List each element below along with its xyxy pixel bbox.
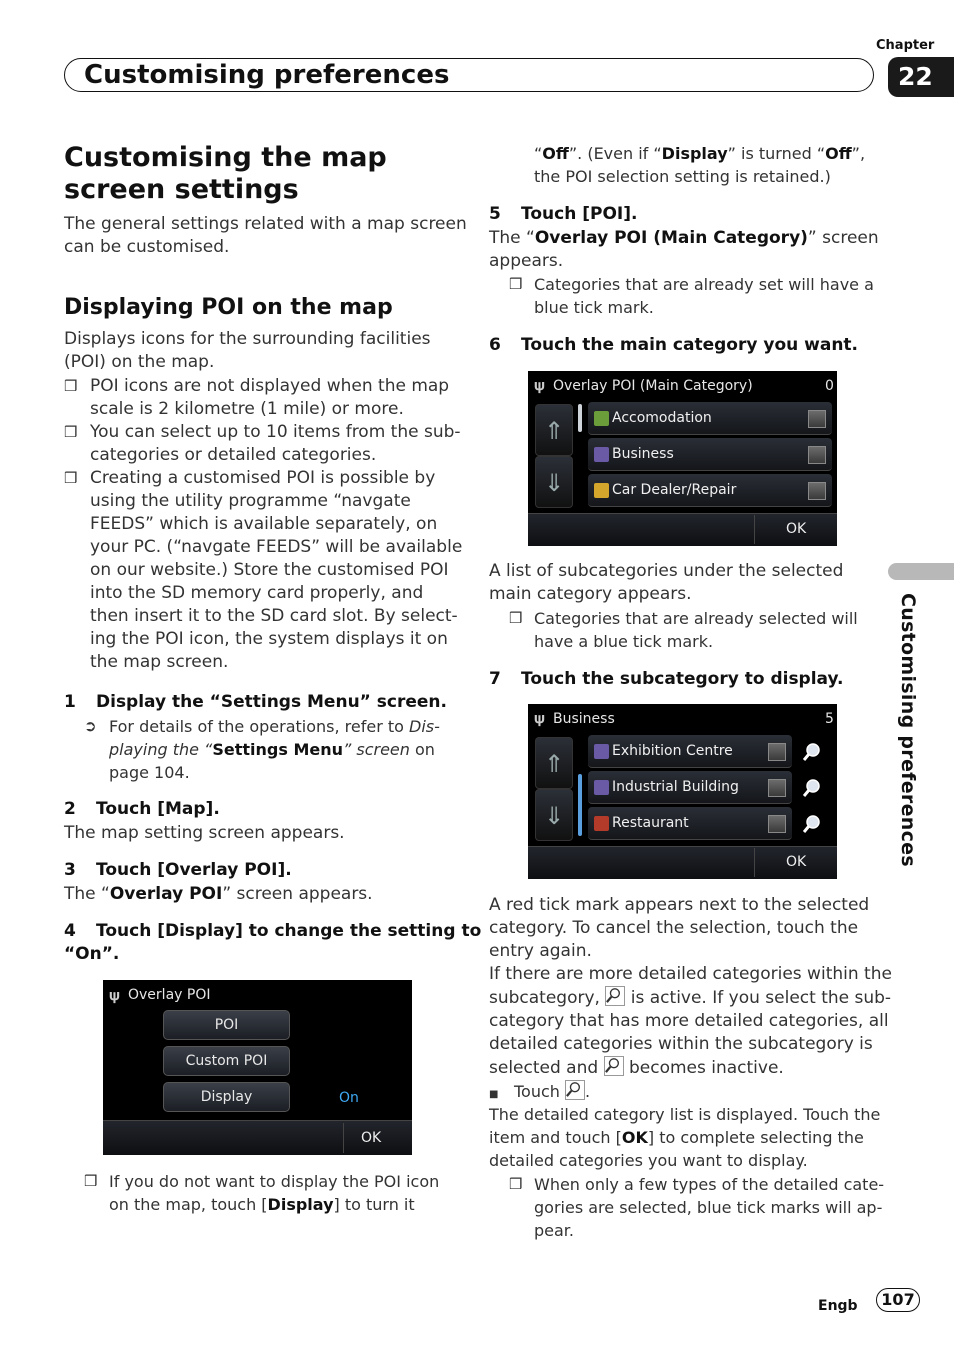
- category-checkbox[interactable]: [808, 410, 826, 428]
- business-icon: [594, 744, 609, 759]
- step-6-note: ❒ Categories that are already selected will have a blue tick mark.: [509, 609, 858, 651]
- fork-knife-icon: 𝛙: [109, 986, 120, 1004]
- ok-button[interactable]: OK: [361, 1130, 382, 1146]
- scrollbar[interactable]: [578, 404, 582, 432]
- side-tab-label: Customising preferences: [897, 593, 919, 867]
- step-4: 4 Touch [Display] to change the setting to “On”.: [64, 921, 482, 964]
- step-5-note: ❒ Categories that are already set will have a blue tick mark.: [509, 275, 874, 317]
- page-title: Customising the map screen settings: [64, 142, 387, 205]
- note-item: ❒ POI icons are not displayed when the map scale is 2 kilometre (1 mile) or more.: [64, 376, 450, 419]
- category-label: Car Dealer/Repair: [612, 482, 737, 498]
- accommodation-icon: [594, 411, 609, 426]
- touch-instruction: ■ Touch .: [489, 1080, 590, 1106]
- checkbox-bullet-icon: ❒: [509, 609, 523, 627]
- ok-button[interactable]: OK: [786, 521, 807, 537]
- category-label: Business: [612, 446, 674, 462]
- detail-search-icon[interactable]: [803, 815, 821, 833]
- restaurant-icon: [594, 816, 609, 831]
- side-tab-marker: [888, 563, 954, 580]
- arrow-bullet-icon: ➲: [84, 717, 97, 735]
- step-2: 2 Touch [Map].: [64, 799, 220, 819]
- detail-categories-text: If there are more detailed categories within the subcategory, is active. If you select the sub- category that has more detailed categories, all detailed categories within the subcategory is selected and becomes inactive.: [489, 964, 892, 1078]
- ok-divider: [343, 1123, 344, 1153]
- category-label: Accomodation: [612, 410, 712, 426]
- chapter-number: 22: [888, 57, 954, 97]
- scrollbar[interactable]: [578, 774, 582, 836]
- detail-list-text: The detailed category list is displayed. Touch the item and touch [OK] to complete selecting the detailed categories you want to display.: [489, 1105, 881, 1170]
- category-checkbox[interactable]: [808, 482, 826, 500]
- square-bullet-icon: ■: [489, 1089, 499, 1100]
- subsection-title: Displaying POI on the map: [64, 295, 393, 320]
- subcategory-label: Industrial Building: [612, 779, 739, 795]
- scroll-down-icon[interactable]: ⇓: [535, 789, 573, 841]
- step-7-result: A red tick mark appears next to the selected category. To cancel the selection, touch the entry again.: [489, 895, 870, 961]
- step-6-result: A list of subcategories under the selected main category appears.: [489, 561, 844, 604]
- subcategory-screenshot: [528, 704, 837, 879]
- business-icon: [594, 447, 609, 462]
- step-2-text: The map setting screen appears.: [64, 823, 345, 843]
- subcategory-label: Restaurant: [612, 815, 689, 831]
- step-1: 1 Display the “Settings Menu” screen.: [64, 692, 447, 712]
- subsection-intro: Displays icons for the surrounding facilities (POI) on the map.: [64, 329, 431, 372]
- subcategory-checkbox[interactable]: [768, 815, 786, 833]
- search-icon: [605, 986, 625, 1006]
- ok-divider: [754, 515, 755, 544]
- overlay-poi-screenshot: [103, 980, 412, 1155]
- display-value: On: [339, 1090, 359, 1106]
- selected-count: 0: [825, 378, 834, 394]
- main-category-screenshot: [528, 371, 837, 546]
- category-row[interactable]: [588, 402, 832, 435]
- detail-search-icon[interactable]: [803, 779, 821, 797]
- step-3: 3 Touch [Overlay POI].: [64, 860, 292, 880]
- note-item: ❒ You can select up to 10 items from the sub- categories or detailed categories.: [64, 422, 461, 465]
- car-dealer-icon: [594, 483, 609, 498]
- subcategory-checkbox[interactable]: [768, 779, 786, 797]
- subcategory-row[interactable]: [588, 735, 792, 768]
- scroll-down-icon[interactable]: ⇓: [535, 456, 573, 508]
- display-note: ❒ If you do not want to display the POI icon on the map, touch [Display] to turn it: [84, 1172, 440, 1214]
- category-checkbox[interactable]: [808, 446, 826, 464]
- detail-search-icon[interactable]: [803, 743, 821, 761]
- step-1-reference: ➲ For details of the operations, refer to Dis- playing the “Settings Menu” screen on page 104.: [84, 717, 440, 782]
- checkbox-bullet-icon: ❒: [84, 1172, 98, 1190]
- screen-title: Overlay POI (Main Category): [553, 378, 753, 394]
- scroll-up-icon[interactable]: ⇑: [535, 737, 573, 789]
- display-note-continued: “Off”. (Even if “Display” is turned “Off”, the POI selection setting is retained.): [534, 144, 866, 186]
- final-note: ❒ When only a few types of the detailed cate- gories are selected, blue tick marks will ap- pear.: [509, 1175, 885, 1240]
- search-icon: [604, 1056, 624, 1076]
- checkbox-bullet-icon: ❒: [64, 423, 78, 441]
- subcategory-row[interactable]: [588, 807, 792, 840]
- checkbox-bullet-icon: ❒: [509, 1175, 523, 1193]
- notes-list: [64, 375, 464, 674]
- step-3-text: The “Overlay POI” screen appears.: [64, 884, 373, 904]
- fork-knife-icon: 𝛙: [534, 709, 545, 727]
- screen-title: Business: [553, 711, 615, 727]
- step-6: 6 Touch the main category you want.: [489, 335, 859, 355]
- scroll-up-icon[interactable]: ⇑: [535, 404, 573, 456]
- checkbox-bullet-icon: ❒: [64, 377, 78, 395]
- step-7: 7 Touch the subcategory to display.: [489, 669, 844, 689]
- subcategory-label: Exhibition Centre: [612, 743, 733, 759]
- subcategory-row[interactable]: [588, 771, 792, 804]
- language-code: Engb: [818, 1298, 858, 1314]
- chapter-label: Chapter: [876, 38, 935, 53]
- note-item: ❒ Creating a customised POI is possible by using the utility programme “navgate FEEDS” which is available separately, on your PC. (“navgate FEEDS” will be available on our website.) Store the customised POI into the SD memory card properly, and then insert it to the SD card slot. By select- ing the POI icon, the system displays it on the map screen.: [64, 468, 463, 672]
- step-5: 5 Touch [POI].: [489, 204, 638, 224]
- checkbox-bullet-icon: ❒: [509, 275, 523, 293]
- screen-title: Overlay POI: [128, 987, 211, 1003]
- selected-count: 5: [825, 711, 834, 727]
- fork-knife-icon: 𝛙: [534, 376, 545, 394]
- category-row[interactable]: [588, 438, 832, 471]
- intro-text: The general settings related with a map screen can be customised.: [64, 214, 467, 257]
- search-icon: [565, 1080, 585, 1100]
- custom-poi-button[interactable]: Custom POI: [163, 1046, 290, 1076]
- poi-button[interactable]: POI: [163, 1010, 290, 1040]
- category-row[interactable]: [588, 474, 832, 507]
- subcategory-checkbox[interactable]: [768, 743, 786, 761]
- step-5-text: The “Overlay POI (Main Category)” screen appears.: [489, 228, 879, 271]
- ok-divider: [754, 848, 755, 877]
- display-button[interactable]: Display: [163, 1082, 290, 1112]
- section-title: Customising preferences: [84, 60, 450, 90]
- checkbox-bullet-icon: ❒: [64, 469, 78, 487]
- ok-button[interactable]: OK: [786, 854, 807, 870]
- industrial-icon: [594, 780, 609, 795]
- page-number: 107: [876, 1288, 920, 1312]
